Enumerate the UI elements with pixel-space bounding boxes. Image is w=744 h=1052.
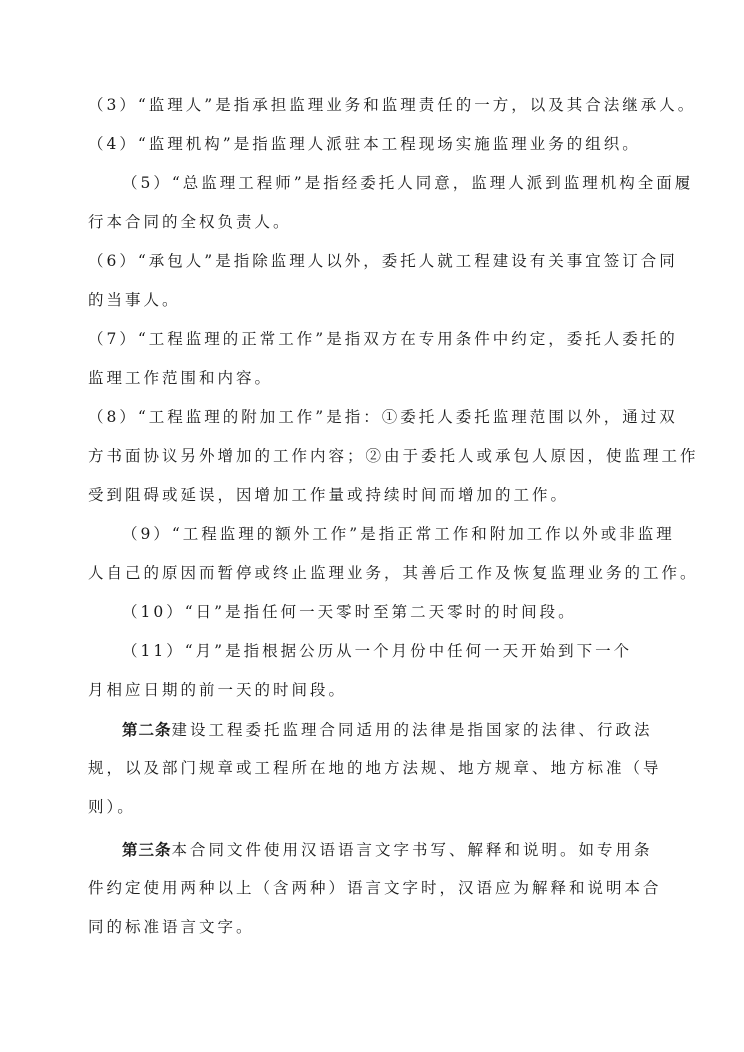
clause-5-line-2: 行本合同的全权负责人。 bbox=[88, 213, 292, 231]
clause-9-line-1: （9）“工程监理的额外工作”是指正常工作和附加工作以外或非监理 bbox=[122, 525, 675, 543]
article-2-heading: 第二条 bbox=[122, 720, 172, 739]
clause-7-line-1: （7）“工程监理的正常工作”是指双方在专用条件中约定，委托人委托的 bbox=[88, 330, 678, 348]
clause-4-line: （4）“监理机构”是指监理人派驻本工程现场实施监理业务的组织。 bbox=[88, 135, 641, 153]
clause-8-line-2: 方书面协议另外增加的工作内容；②由于委托人或承包人原因，使监理工作 bbox=[88, 447, 699, 465]
clause-7-line-2: 监理工作范围和内容。 bbox=[88, 369, 274, 387]
clause-8-line-3: 受到阻碍或延误，因增加工作量或持续时间而增加的工作。 bbox=[88, 486, 570, 504]
article-2-line-1 bbox=[0, 710, 744, 749]
document-page bbox=[0, 86, 744, 947]
article-3-heading: 第三条 bbox=[122, 840, 172, 859]
article-2-line-3: 则）。 bbox=[88, 798, 136, 816]
article-3-line-2: 件约定使用两种以上（含两种）语言文字时，汉语应为解释和说明本合 bbox=[88, 879, 662, 897]
article-3-line-1 bbox=[0, 830, 744, 869]
article-2-line-2: 规，以及部门规章或工程所在地的地方法规、地方规章、地方标准（导 bbox=[88, 759, 662, 777]
article-3-line-3: 同的标准语言文字。 bbox=[88, 918, 255, 936]
article-3-text: 本合同文件使用汉语语言文字书写、解释和说明。如专用条 bbox=[171, 841, 653, 859]
article-2-text: 建设工程委托监理合同适用的法律是指国家的法律、行政法 bbox=[171, 721, 653, 739]
clause-11-line-2: 月相应日期的前一天的时间段。 bbox=[88, 681, 348, 699]
clause-10-line: （10）“日”是指任何一天零时至第二天零时的时间段。 bbox=[122, 603, 577, 621]
clause-9-line-2: 人自己的原因而暂停或终止监理业务，其善后工作及恢复监理业务的工作。 bbox=[88, 564, 699, 582]
clause-3-line: （3）“监理人”是指承担监理业务和监理责任的一方，以及其合法继承人。 bbox=[88, 96, 697, 114]
clause-11-line-1: （11）“月”是指根据公历从一个月份中任何一天开始到下一个 bbox=[122, 642, 633, 660]
clause-8-line-1: （8）“工程监理的附加工作”是指：①委托人委托监理范围以外，通过双 bbox=[88, 408, 678, 426]
clause-6-line-2: 的当事人。 bbox=[88, 291, 181, 309]
clause-5-line-1: （5）“总监理工程师”是指经委托人同意，监理人派到监理机构全面履 bbox=[122, 174, 694, 192]
clause-6-line-1: （6）“承包人”是指除监理人以外，委托人就工程建设有关事宜签订合同 bbox=[88, 252, 678, 270]
